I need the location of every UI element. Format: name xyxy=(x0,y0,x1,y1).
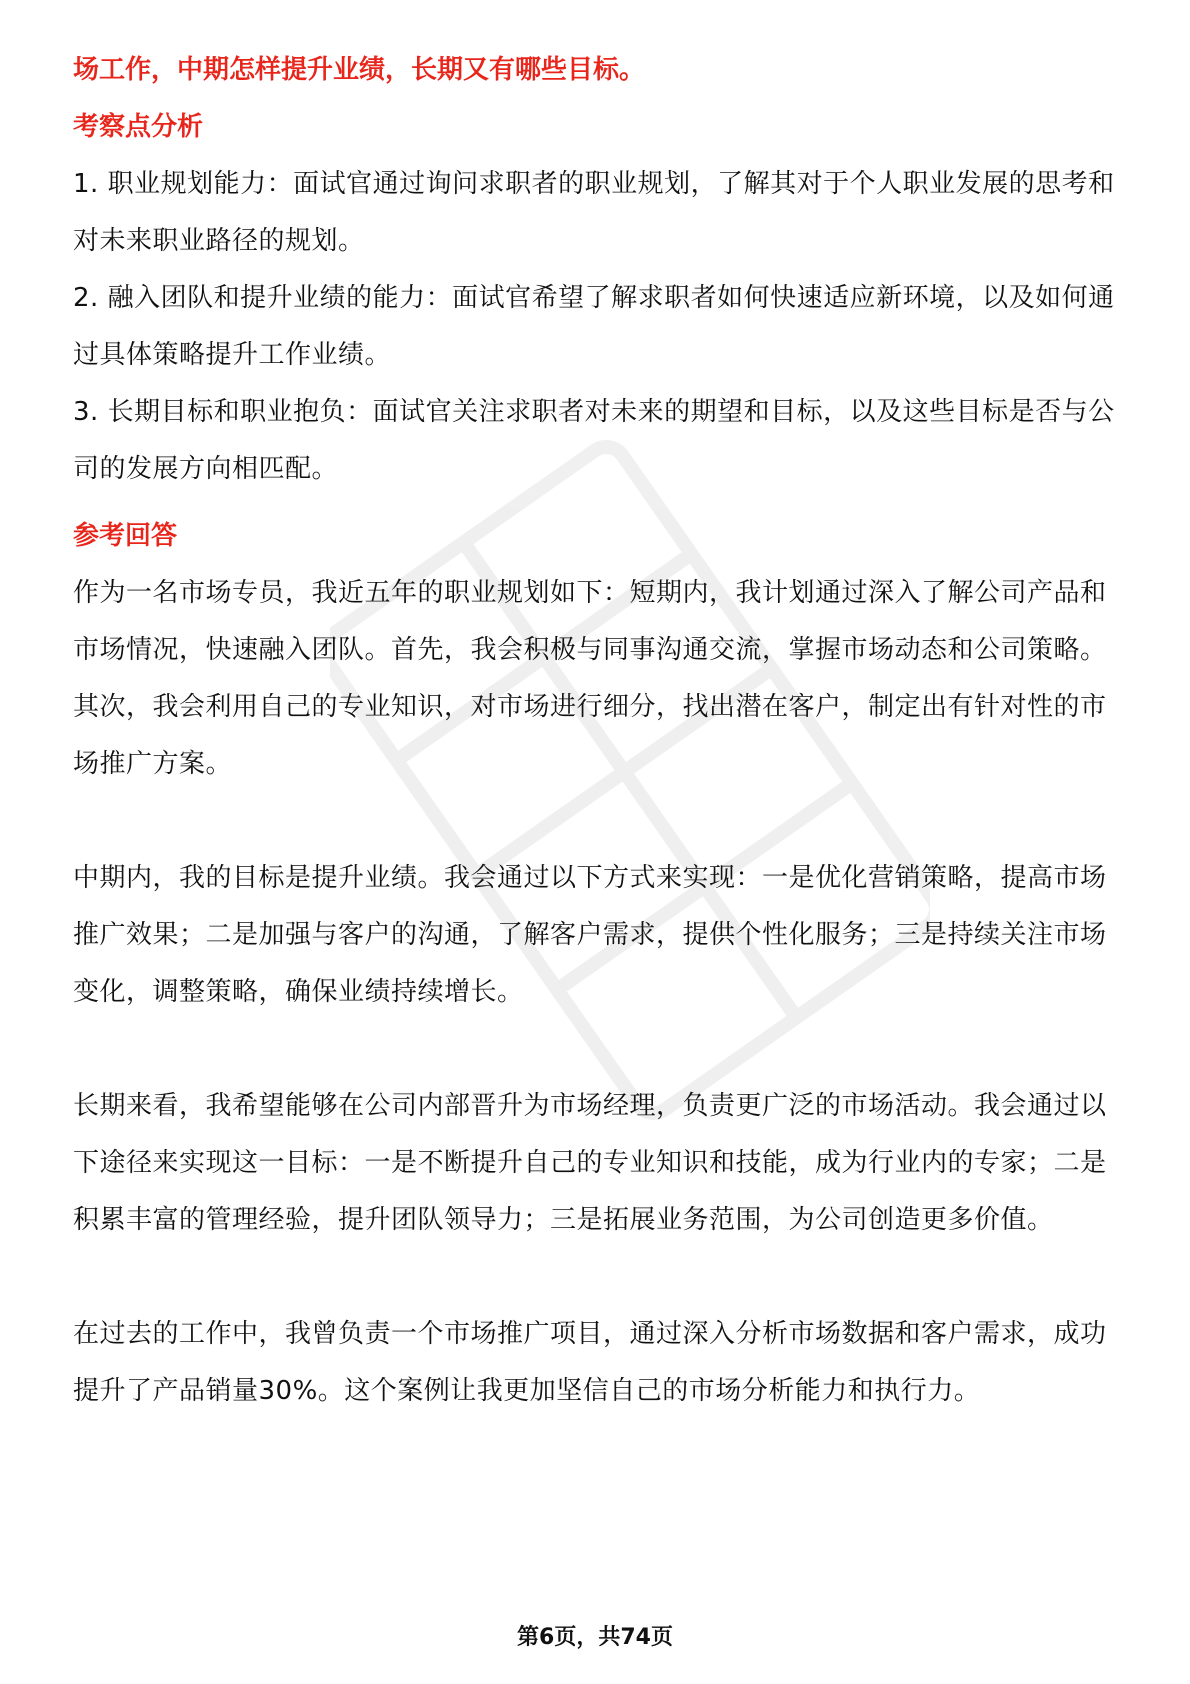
analysis-item-1: 1. 职业规划能力：面试官通过询问求职者的职业规划，了解其对于个人职业发展的思考和对未来职业路径的规划。 xyxy=(73,169,1115,256)
main-content xyxy=(73,42,1123,1420)
answer-heading: 参考回答 xyxy=(73,521,178,551)
analysis-item-3: 3. 长期目标和职业抱负：面试官关注求职者对未来的期望和目标，以及这些目标是否与公司的发展方向相匹配。 xyxy=(73,397,1115,484)
answer-paragraph-1: 作为一名市场专员，我近五年的职业规划如下：短期内，我计划通过深入了解公司产品和市场情况，快速融入团队。首先，我会积极与同事沟通交流，掌握市场动态和公司策略。其次，我会利用自己的专业知识，对市场进行细分，找出潜在客户，制定出有针对性的市场推广方案。 xyxy=(73,578,1107,779)
answer-paragraph-2: 中期内，我的目标是提升业绩。我会通过以下方式来实现：一是优化营销策略，提高市场推广效果；二是加强与客户的沟通，了解客户需求，提供个性化服务；三是持续关注市场变化，调整策略，确保业绩持续增长。 xyxy=(73,863,1107,1007)
analysis-item-2: 2. 融入团队和提升业绩的能力：面试官希望了解求职者如何快速适应新环境，以及如何通过具体策略提升工作业绩。 xyxy=(73,283,1115,370)
page-number: 第6页，共74页 xyxy=(517,1625,673,1650)
question-title: 场工作，中期怎样提升业绩，长期又有哪些目标。 xyxy=(73,55,646,85)
answer-paragraph-4: 在过去的工作中，我曾负责一个市场推广项目，通过深入分析市场数据和客户需求，成功提升了产品销量30%。这个案例让我更加坚信自己的市场分析能力和执行力。 xyxy=(73,1319,1107,1406)
analysis-heading: 考察点分析 xyxy=(73,112,204,142)
answer-paragraph-3: 长期来看，我希望能够在公司内部晋升为市场经理，负责更广泛的市场活动。我会通过以下途径来实现这一目标：一是不断提升自己的专业知识和技能，成为行业内的专家；二是积累丰富的管理经验，提升团队领导力；三是拓展业务范围，为公司创造更多价值。 xyxy=(73,1091,1107,1235)
